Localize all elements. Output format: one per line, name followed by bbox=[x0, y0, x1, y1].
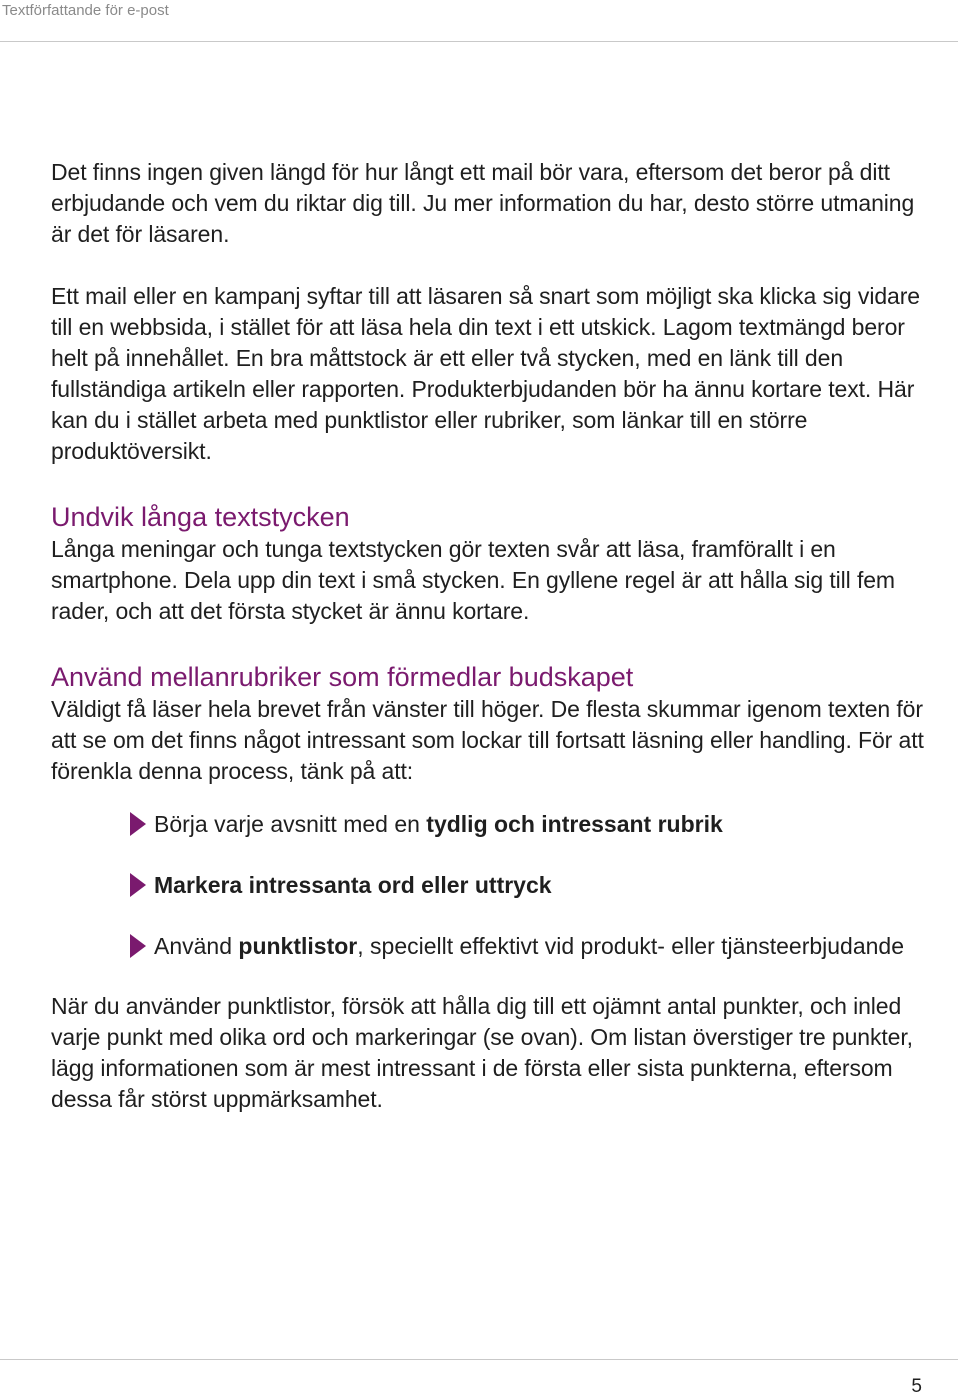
section-heading: Använd mellanrubriker som förmedlar budskapet bbox=[51, 662, 634, 692]
section-avoid-long-text bbox=[51, 500, 931, 627]
tips-list bbox=[51, 809, 931, 962]
closing-paragraph: När du använder punktlistor, försök att hålla dig till ett ojämnt antal punkter, och inled varje punkt med olika ord och markeringar (se ovan). Om listan överstiger tre punkter, lägg informationen som är mest intressant i de första eller sista punkterna, eftersom dessa får störst uppmärksamhet. bbox=[51, 993, 913, 1112]
section-subheadings bbox=[51, 660, 931, 787]
length-paragraph: Ett mail eller en kampanj syftar till att läsaren så snart som möjligt ska klicka sig vidare till en webbsida, i stället för att läsa hela din text i ett utskick. Lagom textmängd beror helt på innehållet. En bra måttstock är ett eller två stycken, med en länk till den fullständiga artikeln eller rapporten. Produkterbjudanden bör ha ännu kortare text. Här kan du i stället arbeta med punktlistor eller rubriker, som länkar till en större produktöversikt. bbox=[51, 283, 920, 464]
section-paragraph: Väldigt få läser hela brevet från vänster till höger. De flesta skummar igenom texten för att se om det finns något intressant som lockar till fortsatt läsning eller handling. För att förenkla denna process, tänk på att: bbox=[51, 696, 924, 784]
list-item-text: Använd bbox=[154, 933, 239, 959]
list-item bbox=[130, 809, 931, 840]
list-item bbox=[130, 870, 931, 901]
header-divider bbox=[0, 41, 958, 42]
triangle-right-icon bbox=[130, 873, 146, 897]
running-header-title: Textförfattande för e-post bbox=[2, 2, 169, 19]
list-item-emphasis: Markera intressanta ord eller uttryck bbox=[154, 872, 552, 898]
list-item bbox=[130, 931, 931, 962]
page-number: 5 bbox=[911, 1376, 922, 1397]
triangle-right-icon bbox=[130, 934, 146, 958]
list-item-emphasis: tydlig och intressant rubrik bbox=[426, 811, 723, 837]
section-heading: Undvik långa textstycken bbox=[51, 502, 350, 532]
list-item-text: , speciellt effektivt vid produkt- eller tjänsteerbjudande bbox=[357, 933, 905, 959]
section-paragraph: Långa meningar och tunga textstycken gör texten svår att läsa, framförallt i en smartphone. Dela upp din text i små stycken. En gyllene regel är att hålla sig till fem rader, och att det första stycket är ännu kortare. bbox=[51, 536, 895, 624]
list-item-text: Börja varje avsnitt med en bbox=[154, 811, 427, 837]
list-item-emphasis: punktlistor bbox=[238, 933, 358, 959]
footer-divider bbox=[0, 1359, 958, 1360]
document-body bbox=[51, 157, 931, 1115]
intro-paragraph: Det finns ingen given längd för hur långt ett mail bör vara, eftersom det beror på ditt erbjudande och vem du riktar dig till. Ju mer information du har, desto större utmaning är det för läsaren. bbox=[51, 159, 915, 247]
triangle-right-icon bbox=[130, 812, 146, 836]
